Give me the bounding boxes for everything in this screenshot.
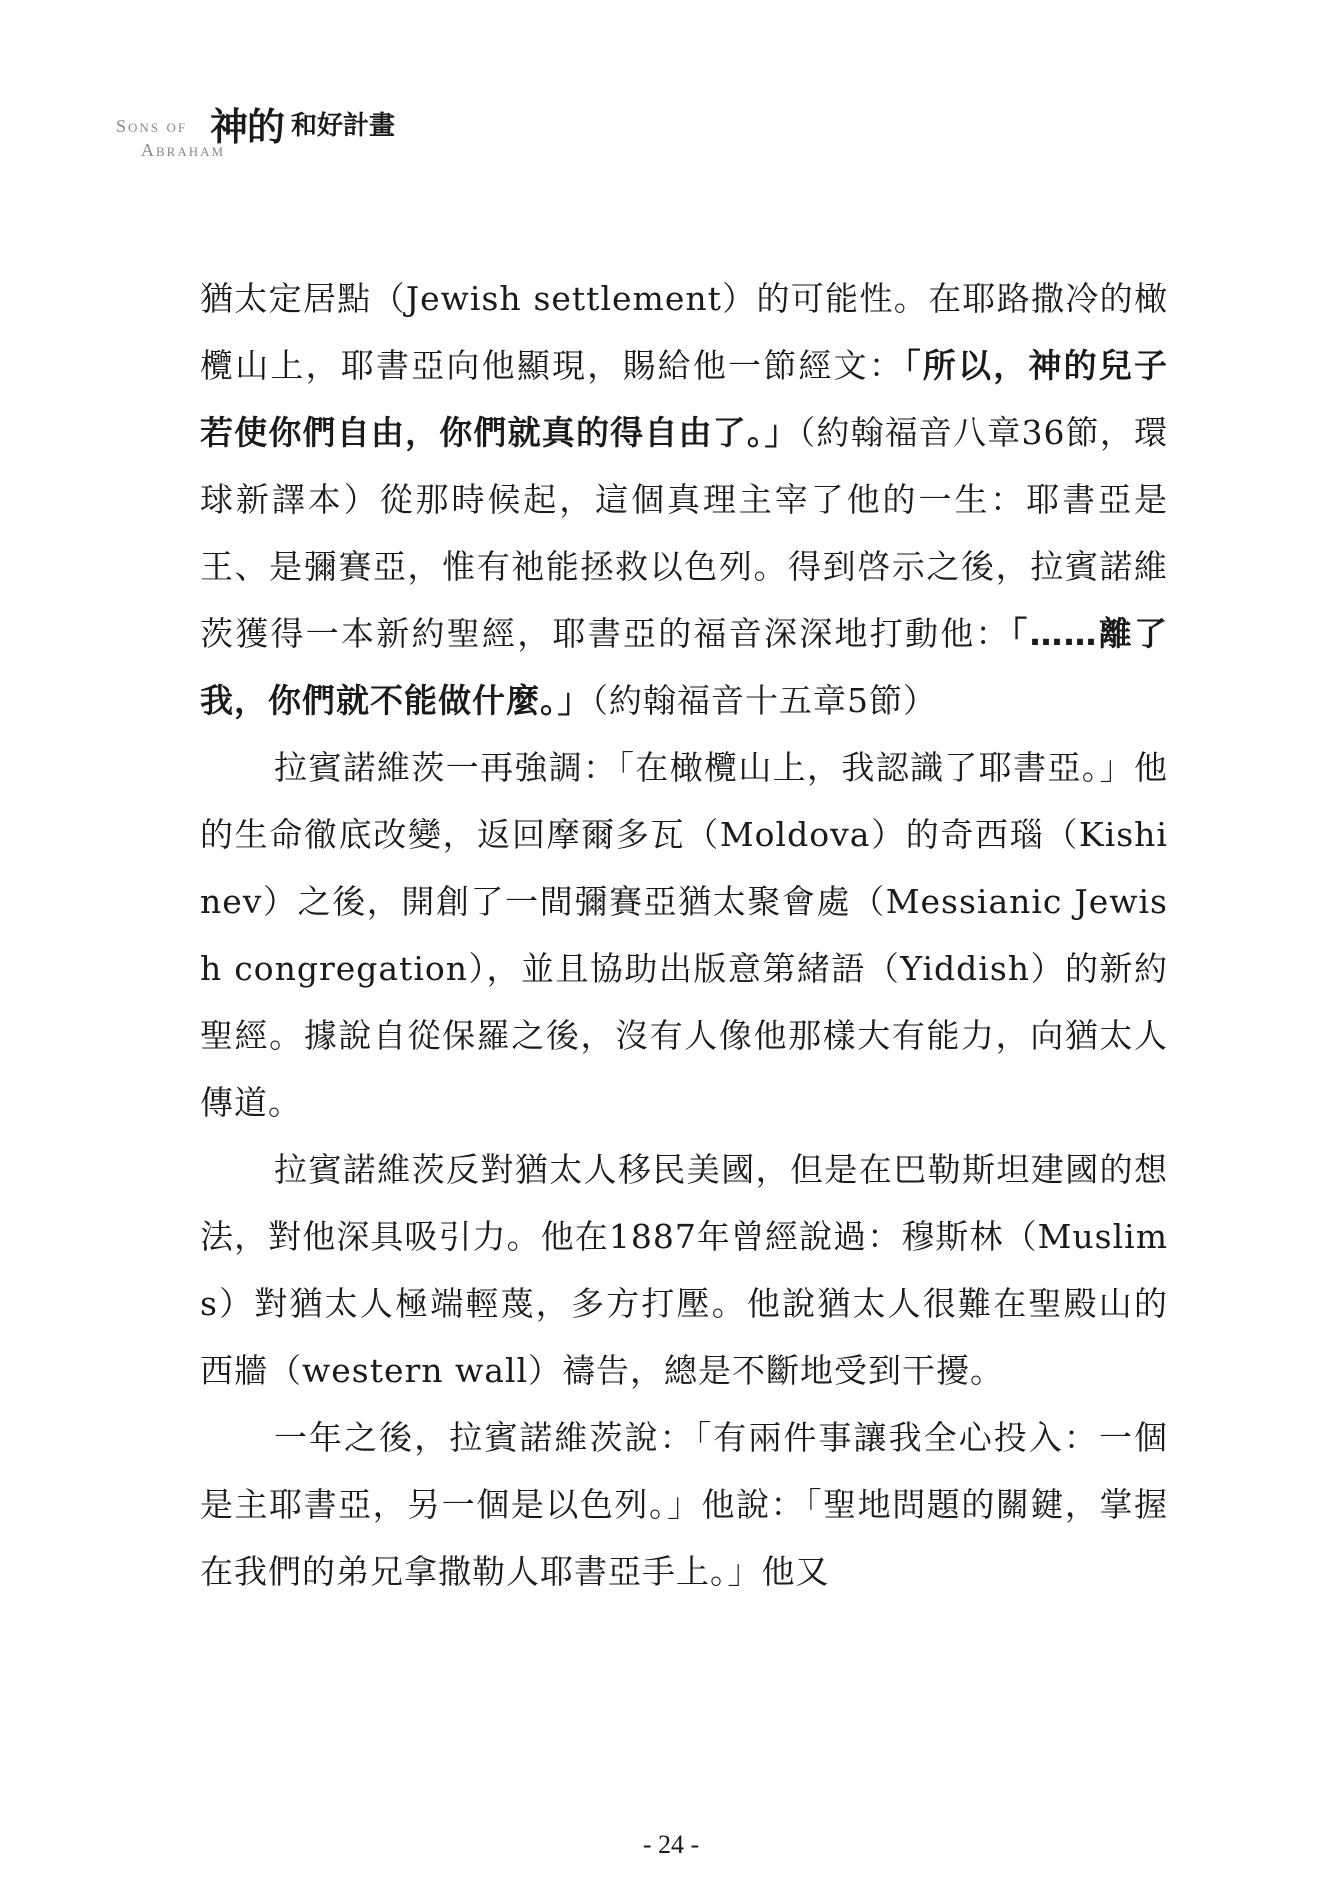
book-header-logo xyxy=(116,92,516,172)
page-number: - 24 - xyxy=(642,1830,700,1859)
logo-chinese-large: 神的 xyxy=(210,104,285,149)
paragraph-text: 拉賓諾維茨反對猶太人移民美國，但是在巴勒斯坦建國的想法，對他深具吸引力。他在1887年曾經說過：穆斯林（Muslims）對猶太人極端輕蔑，多方打壓。他說猶太人很難在聖殿山的西牆（western wall）禱告，總是不斷地受到干擾。 xyxy=(200,1150,1168,1390)
paragraph-text: 猶太定居點（Jewish settlement）的可能性。在耶路撒冷的橄欖山上，耶書亞向他顯現，賜給他一節經文： xyxy=(200,279,1168,385)
paragraph-text: 一年之後，拉賓諾維茨說：「有兩件事讓我全心投入：一個是主耶書亞，另一個是以色列。」他說：「聖地問題的關鍵，掌握在我們的弟兄拿撒勒人耶書亞手上。」他又 xyxy=(200,1418,1168,1591)
paragraph-text: 拉賓諾維茨一再強調：「在橄欖山上，我認識了耶書亞。」他的生命徹底改變，返回摩爾多瓦（Moldova）的奇西瑙（Kishinev）之後，開創了一間彌賽亞猶太聚會處（Messianic Jewish congregation），並且協助出版意第緒語（Yiddish）的新約聖經。據說自從保羅之後，沒有人像他那樣大有能力，向猶太人傳道。 xyxy=(200,748,1168,1122)
logo-chinese-small: 和好計畫 xyxy=(291,111,396,141)
paragraph-text: （約翰福音十五章5節） xyxy=(591,681,937,720)
bold-scripture-quote: 「所以，神的兒子若使你們自由，你們就真的得自由了。」 xyxy=(200,346,1169,452)
paragraph-text: （約翰福音八章36節，環球新譯本）從那時候起，這個真理主宰了他的一生：耶書亞是王、是彌賽亞，惟有祂能拯救以色列。得到啓示之後，拉賓諾維茨獲得一本新約聖經，耶書亞的福音深深地打動他： xyxy=(200,413,1168,653)
paragraph-4 xyxy=(200,1404,1168,1605)
bold-scripture-quote: 「……離了我，你們就不能做什麼。」 xyxy=(200,614,1168,720)
paragraph-3 xyxy=(200,1136,1168,1404)
page-body xyxy=(200,265,1168,1605)
logo-english-line1: Sons of xyxy=(116,116,188,136)
paragraph-2 xyxy=(200,734,1168,1136)
logo-english-line2: Abraham xyxy=(141,140,226,160)
paragraph-1 xyxy=(200,265,1168,734)
